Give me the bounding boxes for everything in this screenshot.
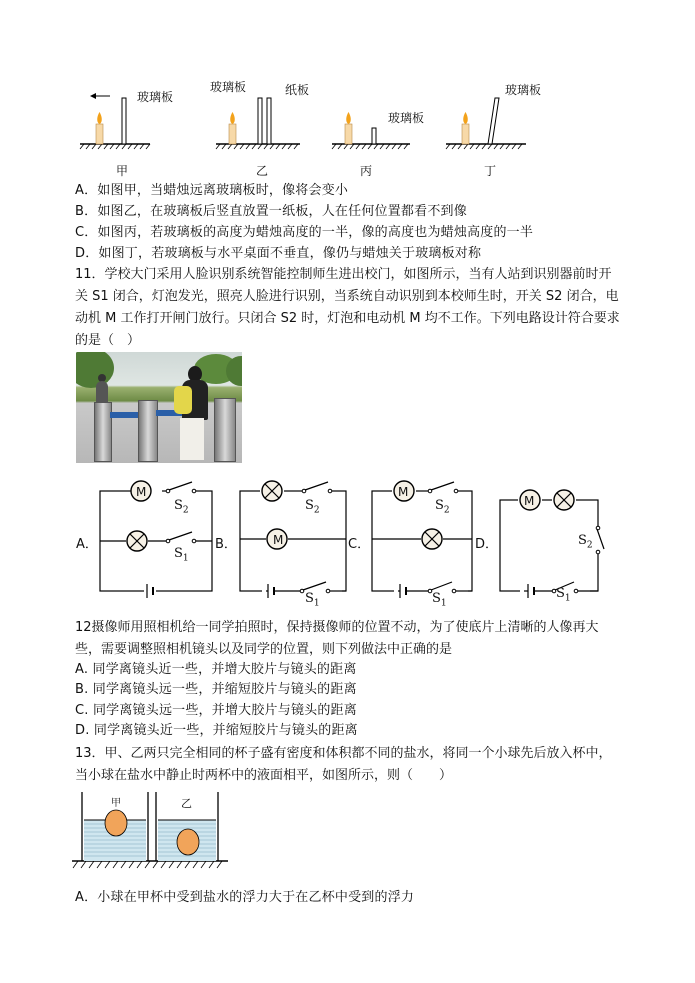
glass-plate-label-ding: 玻璃板 [505,83,542,97]
caption-ding: 丁 [484,164,497,178]
glass-plate-label-yi: 玻璃板 [210,80,247,94]
q12-option-a: A. 同学离镜头近一些，并增大胶片与镜头的距离 [75,662,357,677]
circuit-b [240,481,346,600]
s2-label-a: $S_2$ [174,498,189,516]
s1-label-c: $S_1$ [432,591,447,609]
q12-question: 12摄像师用照相机给一同学拍照时，保持摄像师的位置不动，为了使底片上清晰的人像再大些，需要调整照相机镜头以及同学的位置，则下列做法中正确的是 [75,620,599,657]
caption-jia: 甲 [116,164,129,178]
figure-yi [216,98,300,149]
glass-plate-label-bing: 玻璃板 [388,111,425,125]
s1-label-b: $S_1$ [305,591,320,609]
s2-label-b: $S_2$ [305,498,320,516]
q11-question: 11．学校大门采用人脸识别系统智能控制师生进出校门，如图所示，当有人站到识别器前时开关 S1 闭合，灯泡发光，照亮人脸进行识别，当系统自动识别到本校师生时，开关 S2 闭合，电动机 M 工作打开闸门放行。只闭合 S2 时，灯泡和电动机 M 均不工作。下列电路设计符合要求的是（ ） [75,267,620,348]
q13-option-a: A．小球在甲杯中受到盐水的浮力大于在乙杯中受到的浮力 [75,890,415,905]
circuit-option-c[interactable]: C． [348,537,371,552]
face-recognition-gate-photo [76,352,242,463]
glass-plate [122,98,126,144]
q12-option-d: D. 同学离镜头近一些，并缩短胶片与镜头的距离 [75,723,358,738]
q10-option-c: C．如图丙，若玻璃板的高度为蜡烛高度的一半，像的高度也为蜡烛高度的一半 [75,225,534,240]
circuit-c [372,481,472,600]
figure-ding [446,98,526,149]
paper-board-label: 纸板 [285,83,310,97]
s1-label-a: $S_1$ [174,546,189,564]
q13-question: 13．甲、乙两只完全相同的杯子盛有密度和体积都不同的盐水，将同一个小球先后放入杯中，当小球在盐水中静止时两杯中的液面相平，如图所示，则（ ） [75,746,612,783]
q12-option-c: C. 同学离镜头远一些，并增大胶片与镜头的距离 [75,703,357,718]
circuit-option-a[interactable]: A． [76,537,98,552]
s2-label-c: $S_2$ [435,498,450,516]
q12-option-b: B. 同学离镜头远一些，并缩短胶片与镜头的距离 [75,682,357,697]
ball-jia [105,810,127,836]
motor-label-d: M [524,494,535,508]
ball-yi [177,829,199,855]
cup-label-yi: 乙 [181,797,192,810]
motor-label-c: M [398,485,409,499]
candle [96,124,103,144]
circuit-option-d[interactable]: D． [475,537,499,552]
caption-bing: 丙 [360,164,373,178]
q10-option-d: D．如图丁，若玻璃板与水平桌面不垂直，像仍与蜡烛关于玻璃板对称 [75,246,482,261]
cup-label-jia: 甲 [111,798,121,809]
motor-label-a: M [136,485,147,499]
motor-label-b: M [273,533,284,547]
s1-label-d: $S_1$ [556,586,571,604]
q10-option-a: A．如图甲，当蜡烛远离玻璃板时，像将会变小 [75,183,349,198]
q10-option-b: B．如图乙，在玻璃板后竖直放置一纸板，人在任何位置都看不到像 [75,204,467,219]
circuit-option-b[interactable]: B． [215,537,237,552]
two-cups-figure [70,790,230,870]
glass-plate-label-jia: 玻璃板 [137,90,174,104]
caption-yi: 乙 [256,164,269,178]
circuit-options [70,478,620,610]
s2-label-d: $S_2$ [578,533,593,551]
circuit-a [100,481,212,600]
